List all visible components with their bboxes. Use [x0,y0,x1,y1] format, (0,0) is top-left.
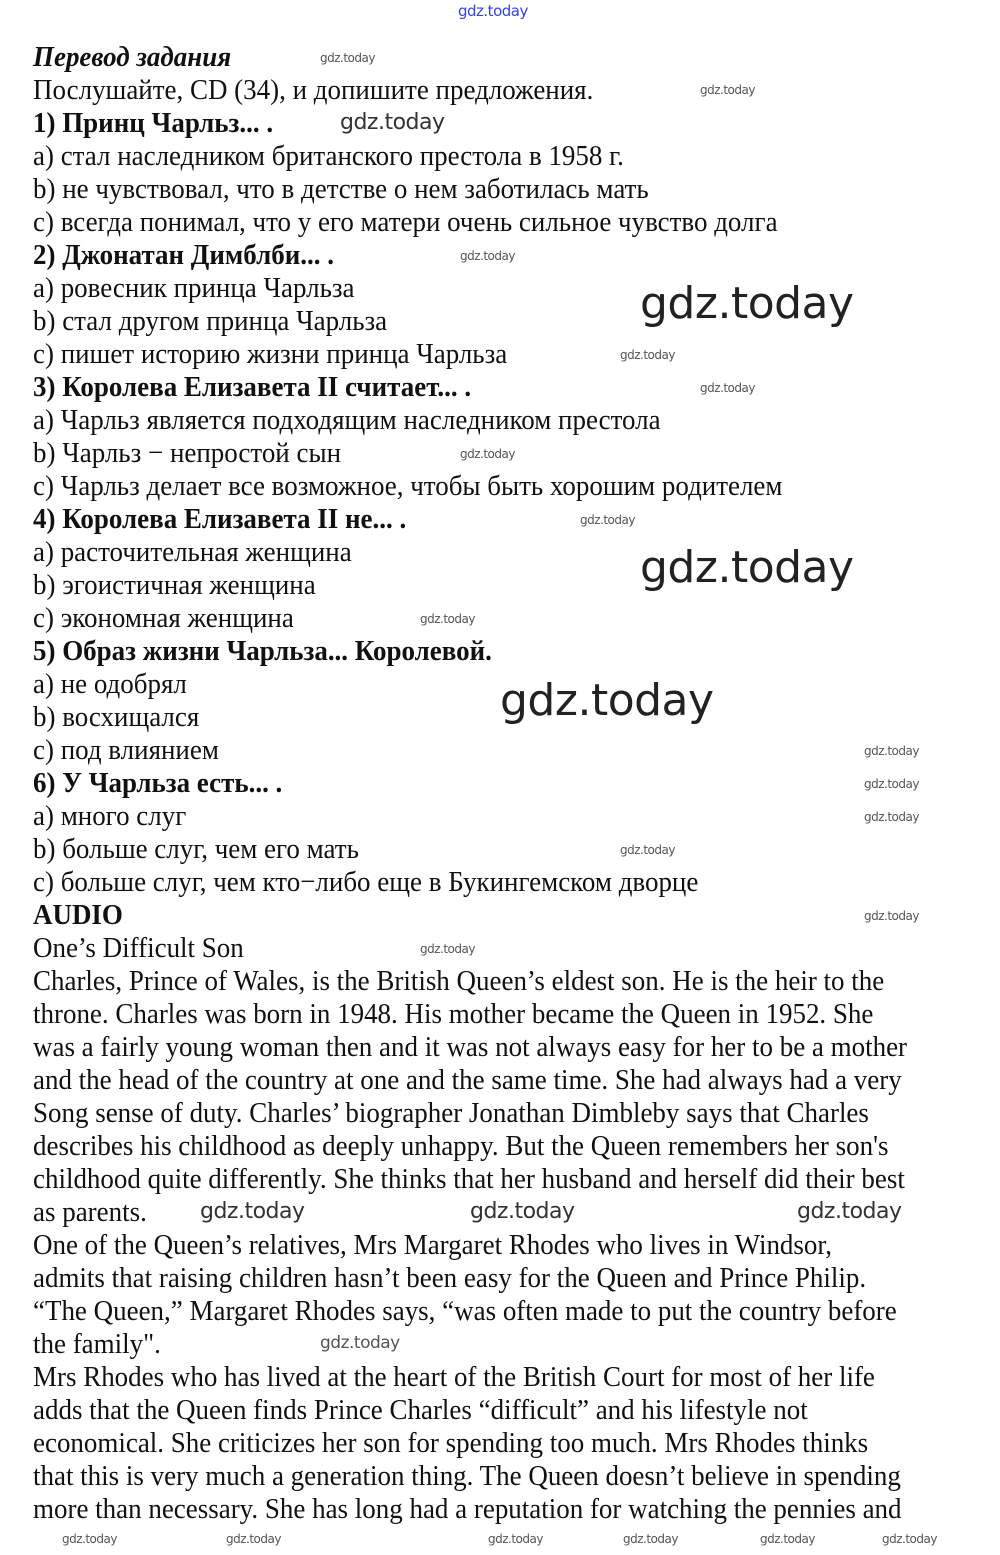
text-line: b) эгоистичная женщина [33,569,316,601]
watermark: gdz.today [700,83,755,97]
watermark: gdz.today [200,1199,305,1224]
watermark: gdz.today [700,381,755,395]
watermark: gdz.today [320,51,375,65]
text-line: One’s Difficult Son [33,932,244,964]
text-line: that this is very much a generation thing. The Queen doesn’t believe in spending [33,1460,901,1492]
text-line: describes his childhood as deeply unhappy. But the Queen remembers her son's [33,1130,889,1162]
watermark: gdz.today [62,1532,117,1546]
text-line: One of the Queen’s relatives, Mrs Margaret Rhodes who lives in Windsor, [33,1229,833,1261]
document-body [33,41,993,1526]
text-line: b) восхищался [33,701,200,733]
watermark: gdz.today [488,1532,543,1546]
watermark: gdz.today [864,810,919,824]
text-line: economical. She criticizes her son for spending too much. Mrs Rhodes thinks [33,1427,869,1459]
text-line: throne. Charles was born in 1948. His mother became the Queen in 1952. She [33,998,874,1030]
heading-line: AUDIO [33,899,123,931]
text-line: as parents. [33,1196,147,1228]
text-line: Послушайте, CD (34), и допишите предложения. [33,74,594,106]
text-line: “The Queen,” Margaret Rhodes says, “was often made to put the country before [33,1295,897,1327]
text-line: b) стал другом принца Чарльза [33,305,388,337]
watermark: gdz.today [460,249,515,263]
text-line: a) ровесник принца Чарльза [33,272,355,304]
watermark: gdz.today [623,1532,678,1546]
text-line: and the head of the country at one and the same time. She had always had a very [33,1064,902,1096]
text-line: b) больше слуг, чем его мать [33,833,359,865]
watermark: gdz.today [460,447,515,461]
heading-line: 1) Принц Чарльз... . [33,107,274,139]
watermark: gdz.today [640,278,854,329]
watermark: gdz.today [470,1199,575,1224]
text-line: Charles, Prince of Wales, is the British Queen’s eldest son. He is the heir to the [33,965,885,997]
watermark: gdz.today [320,1333,400,1353]
watermark: gdz.today [340,110,445,135]
text-line: adds that the Queen finds Prince Charles “difficult” and his lifestyle not [33,1394,808,1426]
watermark: gdz.today [797,1199,902,1224]
heading-line: 4) Королева Елизавета II не... . [33,503,407,535]
watermark: gdz.today [882,1532,937,1546]
text-line: a) расточительная женщина [33,536,352,568]
text-line: childhood quite differently. She thinks that her husband and herself did their best [33,1163,905,1195]
text-line: the family". [33,1328,161,1360]
text-line: a) не одобрял [33,668,187,700]
text-line: b) Чарльз − непростой сын [33,437,342,469]
watermark: gdz.today [500,675,714,726]
text-line: a) много слуг [33,800,187,832]
watermark: gdz.today [620,348,675,362]
watermark: gdz.today [226,1532,281,1546]
heading-line: 2) Джонатан Димблби... . [33,239,334,271]
watermark: gdz.today [580,513,635,527]
watermark: gdz.today [760,1532,815,1546]
text-line: a) Чарльз является подходящим наследником престола [33,404,661,436]
text-line: Mrs Rhodes who has lived at the heart of the British Court for most of her life [33,1361,875,1393]
heading-line: Перевод задания [33,41,232,73]
text-line: Song sense of duty. Charles’ biographer Jonathan Dimbleby says that Charles [33,1097,869,1129]
watermark: gdz.today [864,909,919,923]
text-line: c) экономная женщина [33,602,294,634]
watermark: gdz.today [640,542,854,593]
heading-line: 6) У Чарльза есть... . [33,767,283,799]
text-line: c) пишет историю жизни принца Чарльза [33,338,508,370]
watermark: gdz.today [864,744,919,758]
text-line: b) не чувствовал, что в детстве о нем заботилась мать [33,173,649,205]
text-line: c) всегда понимал, что у его матери очень сильное чувство долга [33,206,778,238]
watermark: gdz.today [420,612,475,626]
watermark: gdz.today [458,2,528,20]
text-line: c) под влиянием [33,734,219,766]
text-line: admits that raising children hasn’t been easy for the Queen and Prince Philip. [33,1262,867,1294]
watermark: gdz.today [864,777,919,791]
heading-line: 3) Королева Елизавета II считает... . [33,371,472,403]
text-line: c) больше слуг, чем кто−либо еще в Букингемском дворце [33,866,699,898]
text-line: was a fairly young woman then and it was not always easy for her to be a mother [33,1031,908,1063]
watermark: gdz.today [420,942,475,956]
text-line: a) стал наследником британского престола в 1958 г. [33,140,624,172]
text-line: c) Чарльз делает все возможное, чтобы быть хорошим родителем [33,470,783,502]
watermark: gdz.today [620,843,675,857]
text-line: more than necessary. She has long had a reputation for watching the pennies and [33,1493,902,1525]
heading-line: 5) Образ жизни Чарльза... Королевой. [33,635,492,667]
